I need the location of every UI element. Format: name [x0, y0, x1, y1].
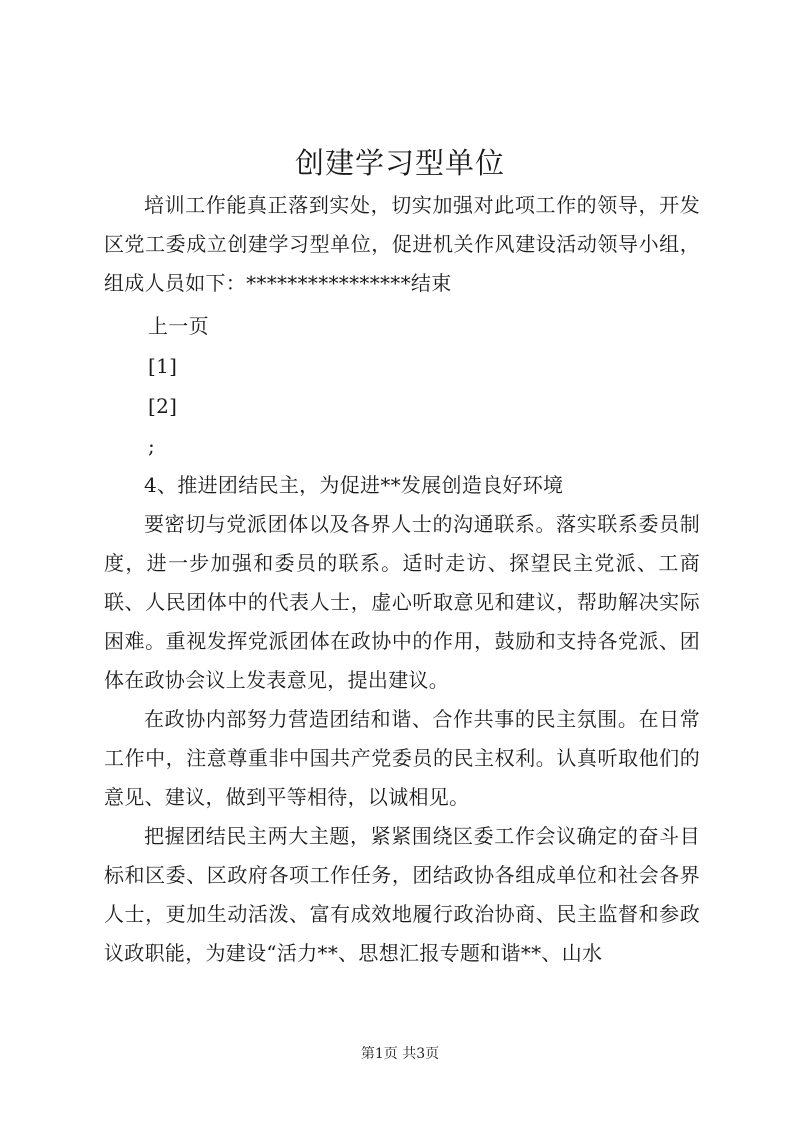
paragraph-liaison: 要密切与党派团体以及各界人士的沟通联系。落实联系委员制度，进一步加强和委员的联系。适时走访、探望民主党派、工商联、人民团体中的代表人士，虚心听取意见和建议，帮助解决实际困难。重视发挥党派团体在政协中的作用，鼓励和支持各党派、团体在政协会议上发表意见，提出建议。: [104, 512, 700, 692]
paragraph-intro: 培训工作能真正落到实处，切实加强对此项工作的领导，开发区党工委成立创建学习型单位，促进机关作风建设活动领导小组，组成人员如下：****************结束: [104, 193, 700, 295]
document-title: 创建学习型单位: [294, 146, 505, 180]
prev-page-link[interactable]: 上一页: [148, 314, 209, 338]
paragraph-themes: 把握团结民主两大主题，紧紧围绕区委工作会议确定的奋斗目标和区委、区政府各项工作任务，团结政协各组成单位和社会各界人士，更加生动活泼、富有成效地履行政治协商、民主监督和参政议政职能，为建设“活力**、思想汇报专题和谐**、山水: [104, 824, 700, 965]
page-link-1[interactable]: [1]: [148, 354, 178, 378]
document-body: [104, 186, 700, 973]
page-link-2[interactable]: [2]: [148, 394, 178, 418]
page-footer: 第1页 共3页: [360, 1046, 440, 1062]
section-heading-4: 4、推进团结民主，为促进**发展创造良好环境: [144, 473, 564, 497]
semicolon-line: ;: [148, 434, 156, 458]
paragraph-atmosphere: 在政协内部努力营造团结和谐、合作共事的民主氛围。在日常工作中，注意尊重非中国共产党委员的民主权利。认真听取他们的意见、建议，做到平等相待，以诚相见。: [104, 707, 700, 809]
